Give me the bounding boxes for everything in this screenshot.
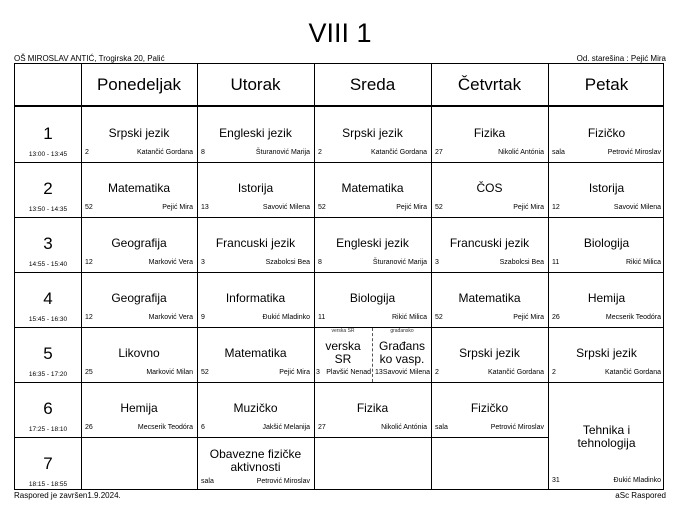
period-number: 2 (43, 179, 53, 198)
room-number: 26 (85, 424, 93, 431)
room-number: 2 (85, 149, 89, 156)
lesson-cell[interactable] (197, 272, 314, 327)
subject-name: Fizičko (587, 126, 626, 140)
subject-name: Geografija (111, 291, 167, 305)
room-number: 11 (552, 259, 560, 266)
lesson-cell[interactable] (314, 382, 431, 437)
room-number: 8 (201, 149, 205, 156)
subject-name: Fizika (356, 401, 389, 415)
lesson-cell[interactable] (548, 217, 665, 272)
lesson-cell[interactable] (81, 106, 197, 162)
subject-name: Matematika (458, 291, 521, 305)
period-time: 15:45 - 16:30 (28, 316, 68, 323)
subject-name: Francuski jezik (449, 236, 530, 250)
teacher-name: Savović Milena (613, 204, 661, 211)
lesson-cell[interactable] (314, 217, 431, 272)
teacher-name: Rikić Milica (626, 259, 661, 266)
subject-name: verska (325, 339, 361, 353)
lesson-cell[interactable] (548, 162, 665, 217)
period-number: 3 (43, 234, 53, 253)
lesson-cell[interactable] (197, 162, 314, 217)
room-number: 12 (85, 314, 93, 321)
footer-completion-note: Raspored je završen1.9.2024. (14, 491, 121, 500)
teacher-name: Đukić Mladinko (613, 477, 661, 484)
lesson-cell[interactable] (314, 162, 431, 217)
subject-name: Građans (378, 339, 426, 353)
teacher-name: Katančić Gordana (370, 149, 427, 156)
room-number: 13 (375, 369, 383, 376)
lesson-cell[interactable] (81, 272, 197, 327)
lesson-cell[interactable] (197, 382, 314, 437)
room-number: 2 (552, 369, 556, 376)
lesson-cell[interactable] (81, 382, 197, 437)
teacher-name: Šturanović Marija (255, 149, 310, 156)
lesson-cell-group-b[interactable] (373, 327, 431, 382)
period-number: 6 (43, 399, 53, 418)
timetable-grid (14, 63, 664, 490)
class-teacher: Od. starešina : Pejić Mira (576, 54, 666, 63)
group-label: građansko (390, 328, 414, 334)
subject-name: Engleski jezik (219, 126, 292, 140)
lesson-cell-double[interactable] (548, 382, 665, 490)
lesson-cell[interactable] (548, 327, 665, 382)
group-label: verska SR (331, 328, 355, 334)
lesson-cell[interactable] (431, 327, 548, 382)
lesson-cell[interactable] (431, 272, 548, 327)
lesson-cell[interactable] (548, 272, 665, 327)
teacher-name: Petrović Miroslav (607, 149, 661, 156)
room-number: 11 (318, 314, 326, 321)
lesson-cell[interactable] (431, 217, 548, 272)
teacher-name: Đukić Mladinko (262, 314, 310, 321)
lesson-cell[interactable] (197, 106, 314, 162)
subject-name: Muzičko (233, 401, 278, 415)
room-number: sala (435, 424, 448, 431)
period-time: 18:15 - 18:55 (28, 481, 68, 488)
subject-name-line2: SR (334, 352, 352, 366)
teacher-name: Szabolcsi Bea (499, 259, 544, 266)
subject-name: Tehnika i (582, 423, 631, 437)
subject-name: Fizika (473, 126, 506, 140)
period-time: 13:50 - 14:35 (28, 206, 68, 213)
room-number: 12 (85, 259, 93, 266)
room-number: sala (552, 149, 565, 156)
teacher-name: Nikolić Antónia (381, 424, 427, 431)
room-number: sala (201, 478, 214, 485)
teacher-name: Katančić Gordana (136, 149, 193, 156)
day-header-wednesday: Sreda (349, 75, 396, 94)
school-name: OŠ MIROSLAV ANTIĆ, Trogirska 20, Palić (14, 54, 165, 63)
subject-name: Engleski jezik (336, 236, 409, 250)
teacher-name: Marković Milan (146, 369, 193, 376)
subject-name: Matematika (341, 181, 404, 195)
subject-name: Geografija (111, 236, 167, 250)
footer-app-name: aSc Raspored (615, 491, 666, 500)
day-header-friday: Petak (584, 75, 629, 94)
teacher-name: Savović Milena (262, 204, 310, 211)
period-number: 7 (43, 454, 53, 473)
room-number: 27 (435, 149, 443, 156)
subject-name: Biologija (349, 291, 396, 305)
room-number: 52 (435, 314, 443, 321)
period-time: 17:25 - 18:10 (28, 426, 68, 433)
subject-name: Matematika (224, 346, 287, 360)
room-number: 25 (85, 369, 93, 376)
subject-name: Francuski jezik (215, 236, 296, 250)
room-number: 12 (552, 204, 560, 211)
lesson-cell[interactable] (431, 106, 548, 162)
teacher-name: Katančić Gordana (487, 369, 544, 376)
lesson-cell[interactable] (81, 217, 197, 272)
teacher-name: Pejić Mira (513, 314, 544, 321)
subject-name-line2: tehnologija (577, 436, 636, 450)
room-number: 52 (85, 204, 93, 211)
teacher-name: Jakšić Melanija (262, 424, 310, 431)
teacher-name: Pejić Mira (279, 369, 310, 376)
day-header-monday: Ponedeljak (96, 75, 182, 94)
lesson-cell[interactable] (197, 327, 314, 382)
room-number: 3 (435, 259, 439, 266)
subject-name: Istorija (237, 181, 274, 195)
room-number: 26 (552, 314, 560, 321)
teacher-name: Petrović Miroslav (490, 424, 544, 431)
teacher-name: Nikolić Antónia (498, 149, 544, 156)
period-number: 5 (43, 344, 53, 363)
lesson-cell[interactable] (431, 162, 548, 217)
teacher-name: Šturanović Marija (372, 259, 427, 266)
page-title: VIII 1 (308, 18, 372, 48)
lesson-cell[interactable] (197, 217, 314, 272)
teacher-name: Marković Vera (148, 314, 193, 321)
teacher-name: Pejić Mira (162, 204, 193, 211)
room-number: 31 (552, 477, 560, 484)
day-header-tuesday: Utorak (230, 75, 281, 94)
teacher-name: Petrović Miroslav (256, 478, 310, 485)
teacher-name: Katančić Gordana (604, 369, 661, 376)
subject-name-line2: aktivnosti (230, 460, 281, 474)
subject-name: Srpski jezik (459, 346, 520, 360)
teacher-name: Pejić Mira (513, 204, 544, 211)
subject-name: Likovno (118, 346, 160, 360)
subject-name: Fizičko (470, 401, 509, 415)
period-number: 4 (43, 289, 53, 308)
room-number: 13 (201, 204, 209, 211)
lesson-cell[interactable] (431, 382, 548, 437)
subject-name: Informatika (225, 291, 286, 305)
teacher-name: Marković Vera (148, 259, 193, 266)
period-time: 13:00 - 13:45 (28, 151, 68, 158)
lesson-cell[interactable] (314, 272, 431, 327)
lesson-cell[interactable] (314, 106, 431, 162)
subject-name: Hemija (120, 401, 158, 415)
teacher-name: Szabolcsi Bea (265, 259, 310, 266)
teacher-name: Mecserik Teodóra (605, 314, 661, 321)
lesson-cell[interactable] (548, 106, 665, 162)
subject-name: Srpski jezik (108, 126, 170, 140)
subject-name: Obavezne fizičke (209, 447, 302, 461)
room-number: 8 (318, 259, 322, 266)
room-number: 52 (318, 204, 326, 211)
subject-name: Istorija (588, 181, 625, 195)
period-time: 14:55 - 15:40 (28, 261, 68, 268)
subject-name-line2: ko vasp. (379, 352, 425, 366)
lesson-cell-group-a[interactable] (314, 327, 372, 382)
lesson-cell[interactable] (81, 327, 197, 382)
teacher-name: Mecserik Teodóra (137, 424, 193, 431)
day-header-thursday: Četvrtak (457, 75, 522, 94)
subject-name: Biologija (583, 236, 630, 250)
room-number: 52 (435, 204, 443, 211)
room-number: 27 (318, 424, 326, 431)
teacher-name: Plavšić Nenad (326, 369, 371, 376)
lesson-cell[interactable] (81, 162, 197, 217)
subject-name: Hemija (587, 291, 626, 305)
subject-name: Matematika (107, 181, 171, 195)
teacher-name: Savović Milena (382, 369, 430, 376)
room-number: 2 (318, 149, 322, 156)
teacher-name: Pejić Mira (396, 204, 427, 211)
period-time: 16:35 - 17:20 (28, 371, 68, 378)
period-number: 1 (43, 124, 53, 143)
room-number: 9 (201, 314, 205, 321)
room-number: 3 (201, 259, 205, 266)
room-number: 2 (435, 369, 439, 376)
room-number: 6 (201, 424, 205, 431)
teacher-name: Rikić Milica (392, 314, 427, 321)
subject-name: Srpski jezik (342, 126, 403, 140)
subject-name: ČOS (476, 181, 503, 195)
room-number: 3 (316, 369, 320, 376)
room-number: 52 (201, 369, 209, 376)
subject-name: Srpski jezik (576, 346, 637, 360)
lesson-cell[interactable] (197, 437, 314, 490)
